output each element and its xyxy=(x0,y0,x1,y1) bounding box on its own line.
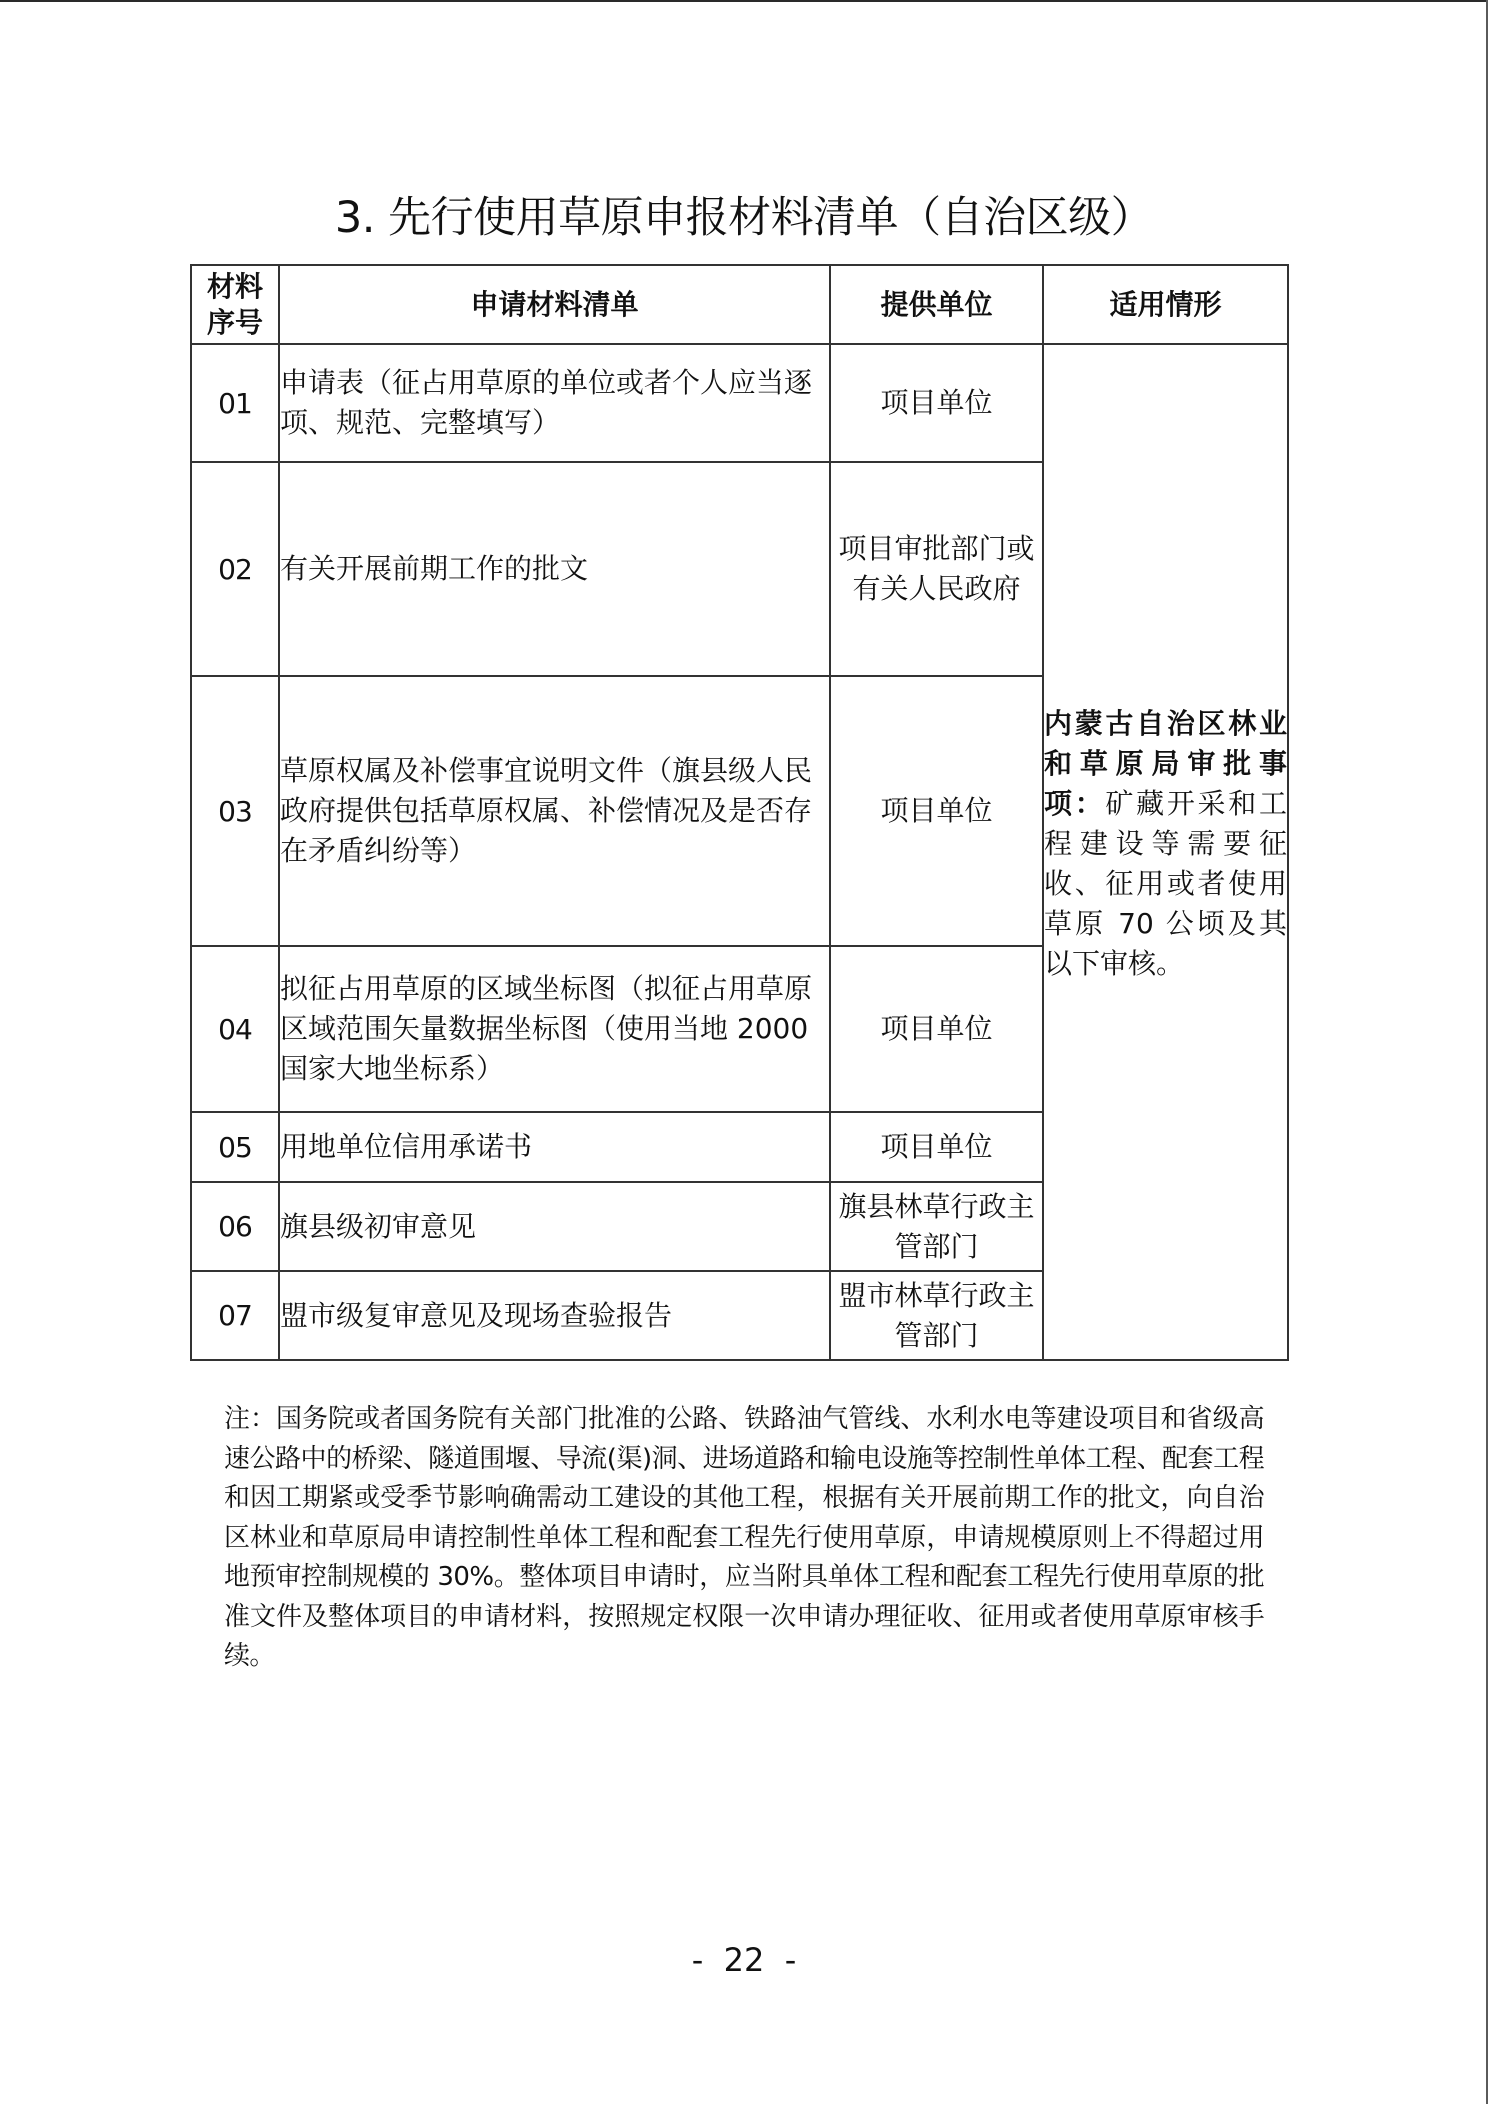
row-number: 01 xyxy=(191,344,279,462)
material-item: 拟征占用草原的区域坐标图（拟征占用草原区域范围矢量数据坐标图（使用当地 2000 国家大地坐标系） xyxy=(279,946,830,1112)
approval-authority-label: 内蒙古自治区林业和草原局审批事项： xyxy=(1044,707,1287,820)
header-material-no-line2: 序号 xyxy=(206,305,263,339)
applicable-case-cell xyxy=(1043,344,1288,1360)
header-material-list: 申请材料清单 xyxy=(279,265,830,344)
material-item: 有关开展前期工作的批文 xyxy=(279,462,830,676)
material-item: 草原权属及补偿事宜说明文件（旗县级人民政府提供包括草原权属、补偿情况及是否存在矛盾纠纷等） xyxy=(279,676,830,946)
provider-unit: 项目审批部门或有关人民政府 xyxy=(830,462,1043,676)
footnote: 注：国务院或者国务院有关部门批准的公路、铁路油气管线、水利水电等建设项目和省级高速公路中的桥梁、隧道围堰、导流(渠)洞、进场道路和输电设施等控制性单体工程、配套工程和因工期紧或受季节影响确需动工建设的其他工程，根据有关开展前期工作的批文，向自治区林业和草原局申请控制性单体工程和配套工程先行使用草原，申请规模原则上不得超过用地预审控制规模的 30%。整体项目申请时，应当附具单体工程和配套工程先行使用草原的批准文件及整体项目的申请材料，按照规定权限一次申请办理征收、征用或者使用草原审核手续。 xyxy=(224,1404,1264,1671)
page-number: - 22 - xyxy=(691,1941,797,1979)
provider-unit: 旗县林草行政主管部门 xyxy=(830,1182,1043,1271)
row-number: 03 xyxy=(191,676,279,946)
provider-unit: 盟市林草行政主管部门 xyxy=(830,1271,1043,1360)
document-title: 3. 先行使用草原申报材料清单（自治区级） xyxy=(334,193,1154,243)
applicable-case-text xyxy=(1044,704,1287,984)
row-number: 02 xyxy=(191,462,279,676)
material-item: 用地单位信用承诺书 xyxy=(279,1112,830,1182)
page-top-rule xyxy=(0,0,1488,2)
approval-scope-description: 矿藏开采和工程建设等需要征收、征用或者使用草原 70 公顷及其以下审核。 xyxy=(1044,787,1287,980)
materials-table xyxy=(190,264,1289,1361)
table-header-row xyxy=(191,265,1288,344)
header-applicable-case: 适用情形 xyxy=(1043,265,1288,344)
material-item: 盟市级复审意见及现场查验报告 xyxy=(279,1271,830,1360)
header-material-no-line1: 材料 xyxy=(206,269,263,303)
provider-unit: 项目单位 xyxy=(830,1112,1043,1182)
material-item: 旗县级初审意见 xyxy=(279,1182,830,1271)
header-material-no xyxy=(191,265,279,344)
provider-unit: 项目单位 xyxy=(830,676,1043,946)
row-number: 06 xyxy=(191,1182,279,1271)
table-row xyxy=(191,344,1288,462)
row-number: 04 xyxy=(191,946,279,1112)
header-provider: 提供单位 xyxy=(830,265,1043,344)
provider-unit: 项目单位 xyxy=(830,344,1043,462)
row-number: 05 xyxy=(191,1112,279,1182)
provider-unit: 项目单位 xyxy=(830,946,1043,1112)
material-item: 申请表（征占用草原的单位或者个人应当逐项、规范、完整填写） xyxy=(279,344,830,462)
row-number: 07 xyxy=(191,1271,279,1360)
